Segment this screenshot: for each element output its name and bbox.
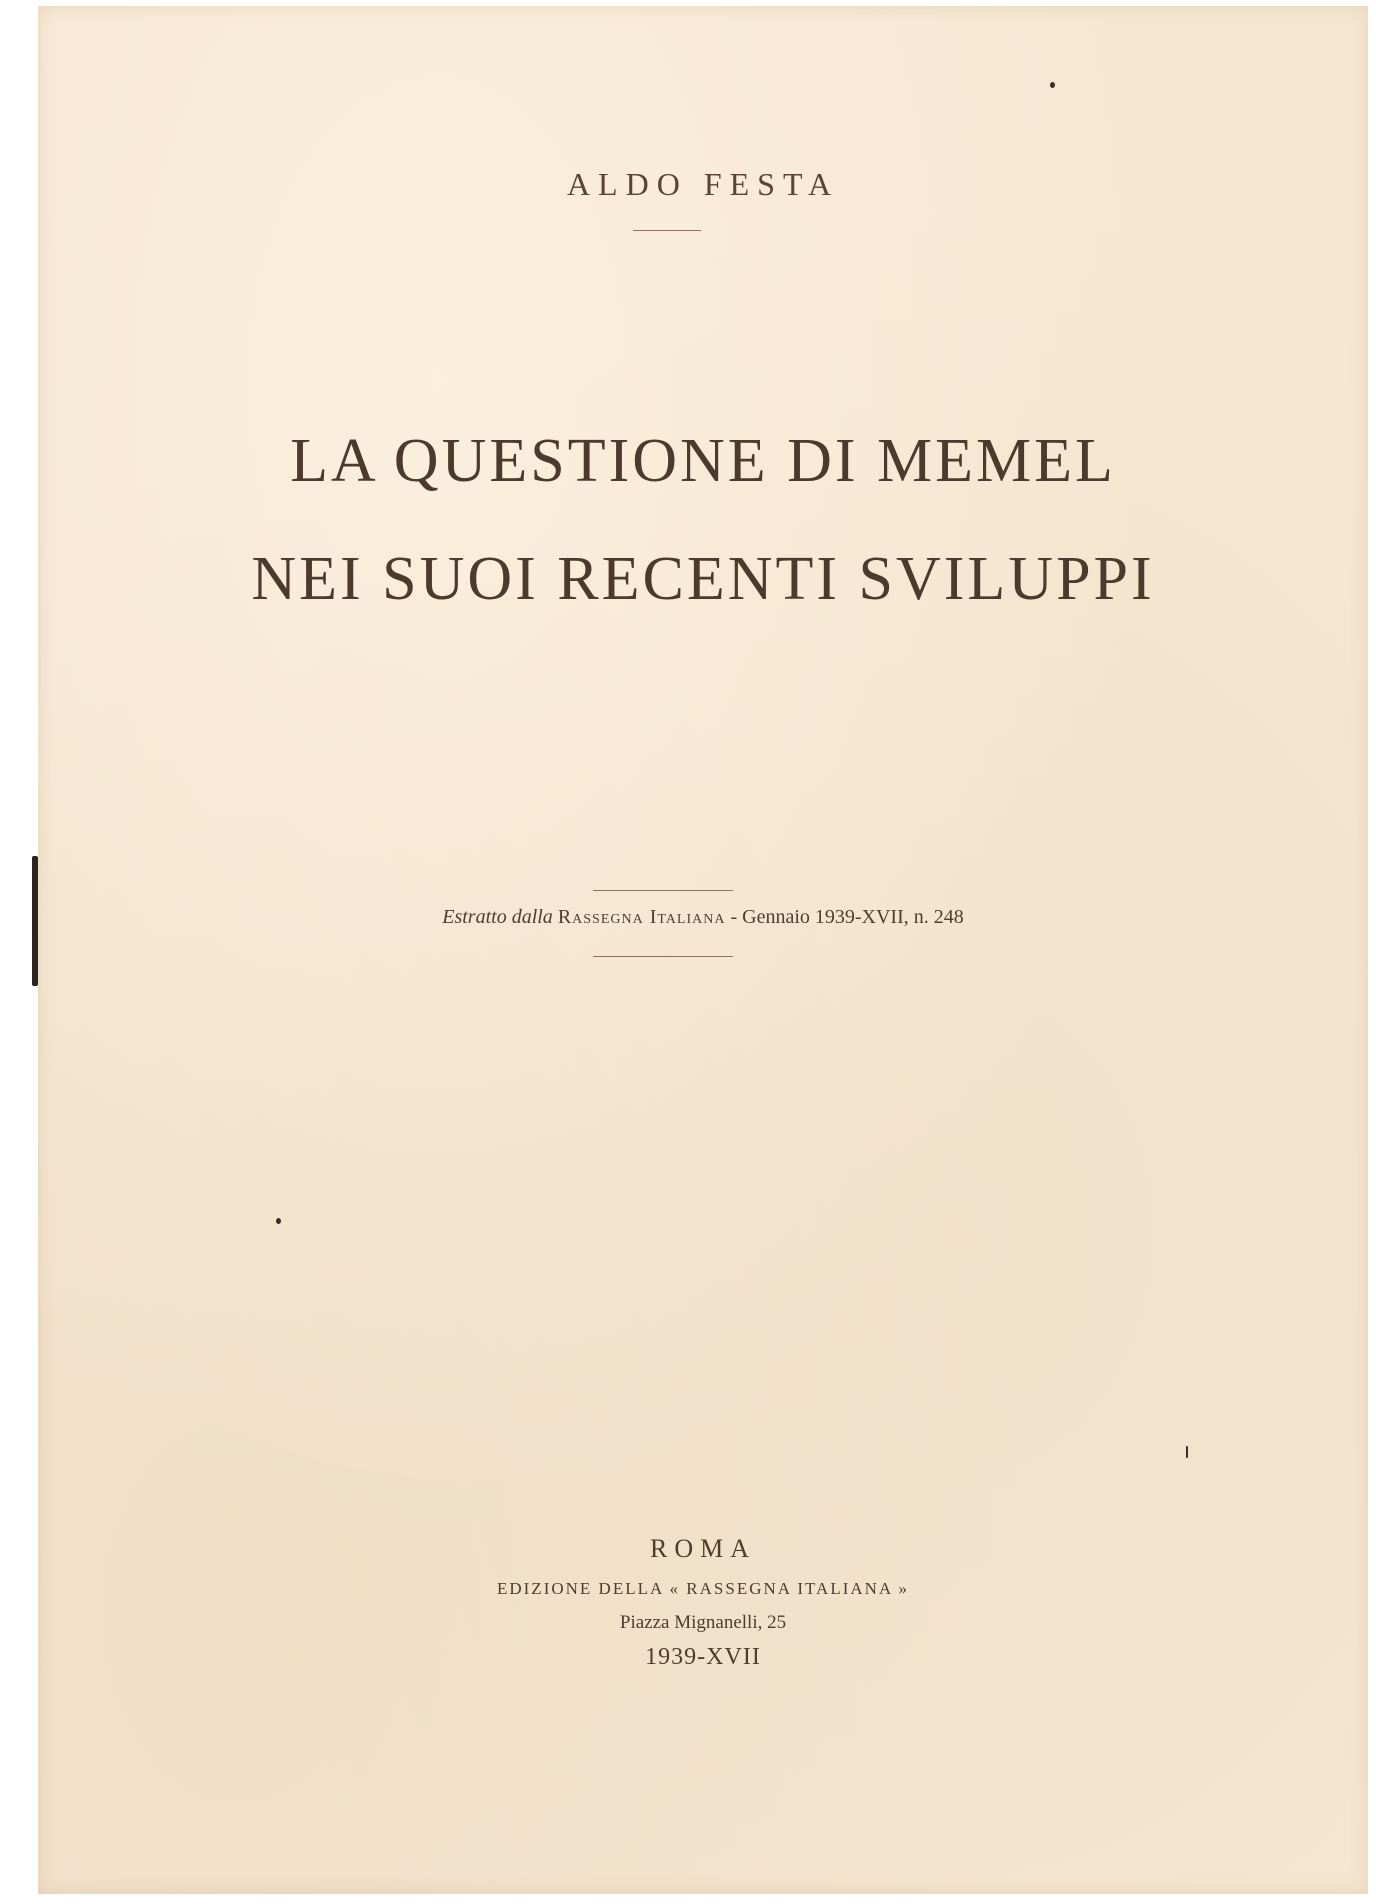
title-line-2: NEI SUOI RECENTI SVILUPPI (251, 545, 1155, 613)
imprint-publisher: EDIZIONE DELLA « RASSEGNA ITALIANA » (496, 1579, 910, 1598)
extract-note (38, 906, 1368, 929)
author-divider (633, 230, 701, 231)
paper-speck (1186, 1446, 1188, 1458)
extract-suffix: - Gennaio 1939-XVII, n. 248 (730, 906, 964, 928)
extract-journal: Rassegna Italiana (557, 906, 726, 928)
cover-page (38, 6, 1368, 1894)
paper-speck (276, 1218, 281, 1224)
extract-prefix: Estratto dalla (442, 906, 553, 928)
extract-divider-top (593, 890, 733, 891)
author-name: ALDO FESTA (566, 166, 840, 202)
paper-speck (1050, 82, 1055, 88)
extract-divider-bottom (593, 956, 733, 957)
title-line-1: LA QUESTIONE DI MEMEL (290, 427, 1116, 495)
imprint-address: Piazza Mignanelli, 25 (619, 1612, 787, 1633)
imprint-year: 1939-XVII (645, 1644, 761, 1670)
imprint-city: ROMA (649, 1534, 756, 1563)
